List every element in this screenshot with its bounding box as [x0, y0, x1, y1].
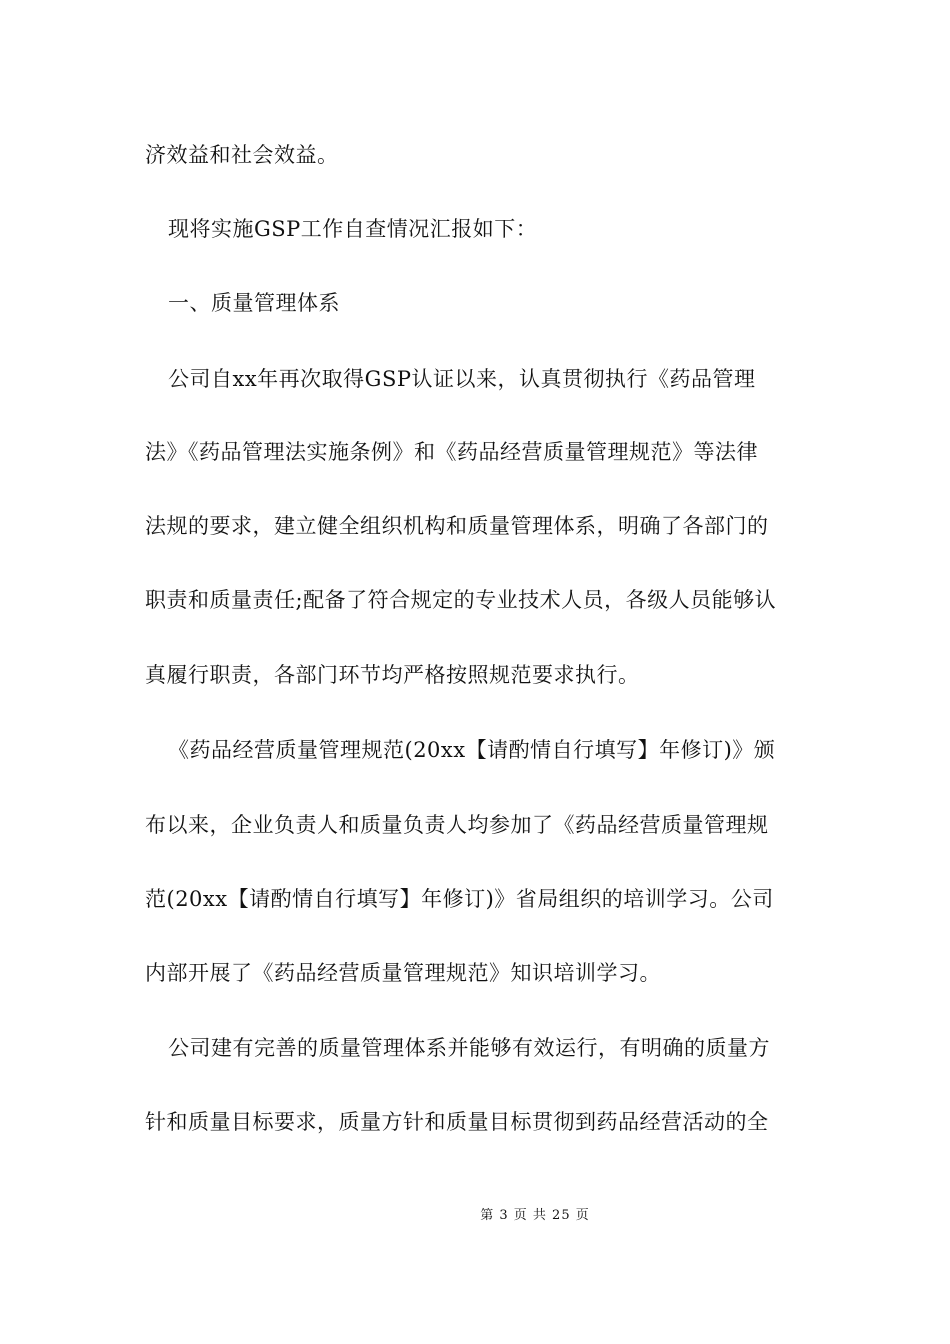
paragraph-line: 公司自xx年再次取得GSP认证以来，认真贯彻执行《药品管理 — [168, 367, 756, 391]
paragraph-line: 济效益和社会效益。 — [145, 143, 339, 167]
paragraph-line: 《药品经营质量管理规范(20xx【请酌情自行填写】年修订)》颁 — [168, 738, 776, 762]
paragraph-line: 现将实施GSP工作自查情况汇报如下： — [168, 217, 538, 241]
section-heading: 一、质量管理体系 — [168, 291, 340, 315]
paragraph-line: 范(20xx【请酌情自行填写】年修订)》省局组织的培训学习。公司 — [145, 887, 774, 911]
page-number-footer: 第 3 页 共 25 页 — [480, 1208, 590, 1223]
paragraph-line: 公司建有完善的质量管理体系并能够有效运行，有明确的质量方 — [168, 1036, 770, 1060]
paragraph-line: 内部开展了《药品经营质量管理规范》知识培训学习。 — [145, 961, 661, 985]
paragraph-line: 布以来，企业负责人和质量负责人均参加了《药品经营质量管理规 — [145, 813, 769, 837]
paragraph-line: 法》《药品管理法实施条例》和《药品经营质量管理规范》等法律 — [145, 440, 758, 464]
paragraph-line: 针和质量目标要求，质量方针和质量目标贯彻到药品经营活动的全 — [145, 1110, 769, 1134]
paragraph-line: 真履行职责，各部门环节均严格按照规范要求执行。 — [145, 663, 640, 687]
paragraph-line: 法规的要求，建立健全组织机构和质量管理体系，明确了各部门的 — [145, 514, 769, 538]
paragraph-line: 职责和质量责任;配备了符合规定的专业技术人员，各级人员能够认 — [145, 588, 777, 612]
